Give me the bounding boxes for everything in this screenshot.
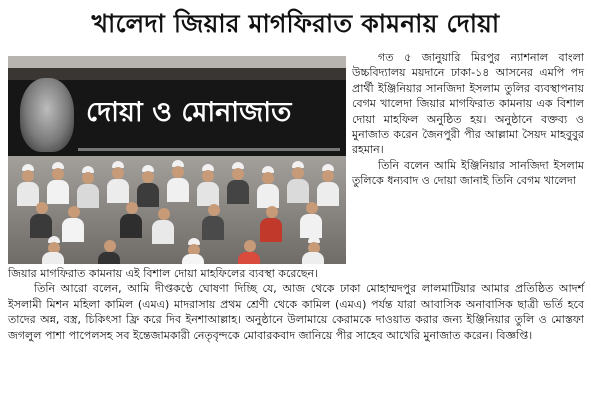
- news-photo: [8, 56, 346, 264]
- photo-banner: [8, 68, 346, 156]
- portrait-image: [20, 78, 74, 152]
- article-body-bottom: [8, 266, 584, 343]
- article-column-right: [352, 50, 584, 189]
- article-paragraph-2-continued: জিয়ার মাগফিরাত কামনায় এই বিশাল দোয়া মাহফিলের ব্যবস্থা করেছেন।: [8, 267, 319, 280]
- photo-crowd: [8, 156, 346, 264]
- banner-underline: [78, 148, 340, 151]
- article-headline: খালেদা জিয়ার মাগফিরাত কামনায় দোয়া: [91, 9, 500, 38]
- photo-banner-text: দোয়া ও মোনাজাত: [86, 97, 292, 128]
- banner-top-strip: [8, 68, 346, 80]
- article-paragraph-3: তিনি আরো বলেন, আমি দীপ্তকণ্ঠে ঘোষণা দিচ্ছি যে, আজ থেকে ঢাকা মোহাম্মদপুর লালমাটিয়ার আমার প্রতিষ্ঠিত আদর্শ ইসলামী মিশন মহিলা কামিল (এমএ) মাদরাসায় প্রথম শ্রেণী থেকে কামিল (এমএ) পর্যন্ত যারা আবাসিক অনাবাসিক ছাত্রী ভর্তি হবে তাদের অন্ন, বস্ত্র, চিকিৎসা ফ্রি করে দিব ইনশাআল্লাহ। অনুষ্ঠানে উলামায়ে কেরামকে দাওয়াত করার জন্য ইঞ্জিনিয়ার তুলি ও মোস্তফা জগলুল পাশা পাপেলসহ সব ইন্তেজামকারী নেতৃবৃন্দকে মোবারকবাদ জানিয়ে পীর সাহেব আখেরি মুনাজাত করেন। বিজ্ঞপ্তি।: [8, 282, 584, 342]
- article-paragraph-1: গত ৫ জানুয়ারি মিরপুর ন্যাশনাল বাংলা উচ্চবিদ্যালয় ময়দানে ঢাকা-১৪ আসনের এমপি পদ প্রার্থী ইঞ্জিনিয়ার সানজিদা ইসলাম তুলির ব্যবস্থাপনায় বেগম খালেদা জিয়ার মাগফিরাত কামনায় এক বিশাল দোয়া মাহফিল অনুষ্ঠিত হয়। অনুষ্ঠানে বক্তব্য ও মুনাজাত করেন জৈনপুরী পীর আল্লামা সৈয়দ মাহবুবুর রহমান।: [352, 51, 584, 157]
- article-paragraph-2: তিনি বলেন আমি ইঞ্জিনিয়ার সানজিদা ইসলাম তুলিকে ধন্যবাদ ও দোয়া জানাই তিনি বেগম খালেদা: [352, 158, 584, 188]
